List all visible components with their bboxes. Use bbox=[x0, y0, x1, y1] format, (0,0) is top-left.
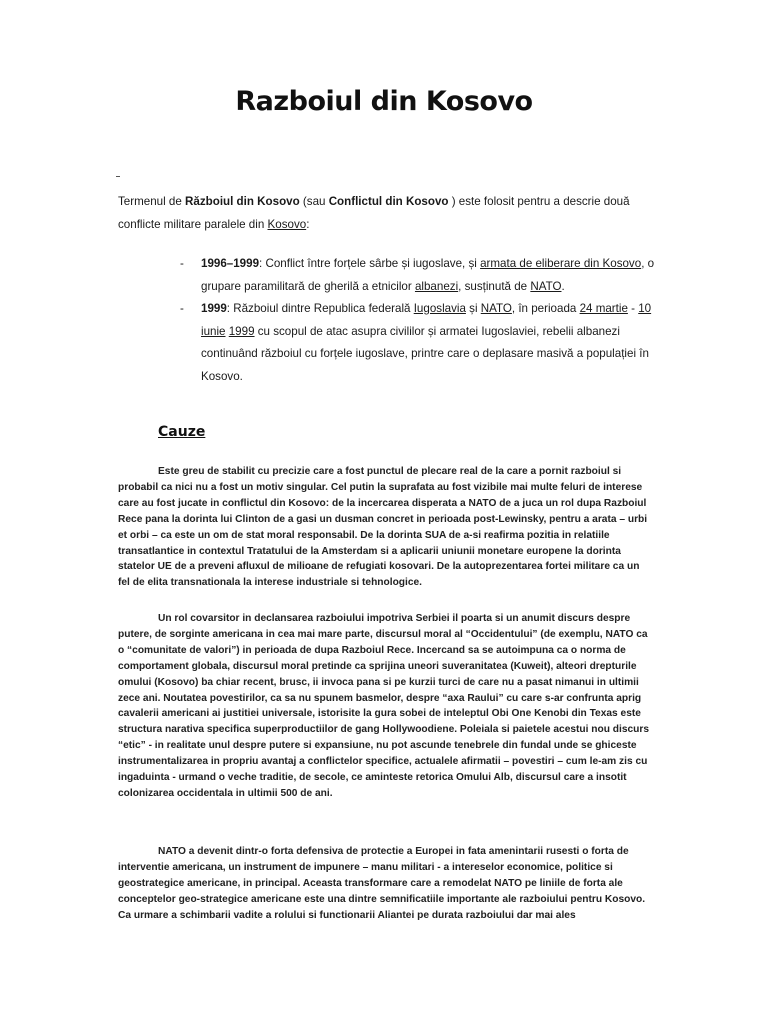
intro-text: ) este folosit pentru a descrie două conflicte militare paralele din bbox=[118, 195, 630, 231]
link-10-iunie[interactable]: 10 iunie bbox=[201, 302, 652, 338]
section-heading-cauze: Cauze bbox=[158, 424, 206, 440]
bullet-text: . bbox=[561, 279, 565, 293]
bullet-text: - bbox=[627, 302, 639, 315]
bullet-text: , susținută de bbox=[458, 279, 531, 293]
bullet-text: și bbox=[465, 302, 481, 315]
link-24-martie[interactable]: 24 martie bbox=[579, 302, 628, 315]
bullet-marker: - bbox=[180, 302, 184, 315]
conflict-list bbox=[180, 253, 660, 388]
link-kosovo[interactable]: Kosovo bbox=[267, 218, 307, 231]
list-item bbox=[180, 253, 660, 298]
bullet-text: , o grupare paramilitară de gherilă a etnicilor bbox=[201, 257, 655, 293]
bullet-bold: 1999 bbox=[201, 302, 227, 315]
intro-bold-term: Războiul din Kosovo bbox=[185, 195, 300, 208]
bullet-text: , în perioada bbox=[511, 302, 580, 315]
link-albanezi[interactable]: albanezi bbox=[414, 279, 459, 293]
link-1999[interactable]: 1999 bbox=[228, 324, 255, 338]
body-paragraph: NATO a devenit dintr-o forta defensiva de protectie a Europei in fata amenintarii rusesti o forta de interventie americana, un instrument de impunere – manu militari - a intereselor economice, politice si geostrategice americane, in principal. Aceasta transformare care a remodelat NATO pe liniile de forta ale conceptelor geo-strategice americane este una dintre semnificatiile importante ale razboiului pentru Kosovo. Ca urmare a schimbarii vadite a rolului si functionarii Aliantei pe durata razboiului dar mai ales bbox=[118, 846, 646, 921]
body-paragraph: Este greu de stabilit cu precizie care a fost punctul de plecare real de la care a pornit razboiul si probabil ca nici nu a fost un motiv singular. Cel putin la suprafata au fost vizibile mai multe feluri de interese care au fost jucate in conflictul din Kosovo: de la incercarea disperata a NATO de a juca un rol dupa Razboiul Rece pana la dorinta lui Clinton de a gasi un dusman concret in perioada post-Lewinsky, pentru a arata – urbi et orbi – ca este un om de stat moral responsabil. De la dorinta SUA de a-si reafirma pozitia in relatiile transatlantice in contextul Tratatului de la Amsterdam si a aplicarii uniunii monetare europene la dorinta statelor UE de a preveni afluxul de milioane de refugiati kosovari. De la autoprezentarea fortei militare ca un fel de elita transnationala la interese industriale si tehnologice. bbox=[118, 466, 648, 589]
link-nato[interactable]: NATO bbox=[480, 302, 512, 315]
link-nato[interactable]: NATO bbox=[530, 279, 562, 293]
bullet-text: : Războiul dintre Republica federală bbox=[226, 302, 414, 315]
intro-paragraph bbox=[118, 190, 658, 236]
document-title: Razboiul din Kosovo bbox=[235, 86, 533, 117]
bullet-text: cu scopul de atac asupra civililor și armatei Iugoslaviei, rebelii albanezi continuând războiul cu forțele iugoslave, printre care o deplasare masivă a populației în Kosovo. bbox=[201, 324, 649, 383]
intro-text: (sau bbox=[299, 195, 329, 208]
intro-text: : bbox=[306, 218, 310, 231]
link-armata-eliberare[interactable]: armata de eliberare din Kosovo bbox=[480, 257, 642, 270]
bullet-bold: 1996–1999 bbox=[201, 257, 260, 270]
body-paragraph: Un rol covarsitor in declansarea razboiului impotriva Serbiei il poarta si un anumit discurs despre putere, de sorginte americana in cea mai mare parte, discursul moral al “Occidentului” (de exemplu, NATO ca o “comunitate de valori”) in perioada de dupa Razboiul Rece. Incercand sa se autoimpuna ca o norma de comportament globala, discursul moral pretinde ca sprijina uneori suveranitatea (Kuweit), alteori drepturile omului (Kosovo) ba chiar recent, brusc, ii invoca pana si pe kurzii turci de care nu a pasat nimanui in ultimii zece ani. Noutatea povestirilor, ca sa nu spunem basmelor, despre “axa Raului” cu care s-ar confrunta aprig cavalerii americani ai justitiei universale, istorisite la gura sobei de inteleptul Obi One Kenobi din Texas este structura narativa specifica superproductiilor de gang Hollywoodiene. Poleiala si paietele acestui nou discurs “etic” - in realitate unul despre putere si expansiune, nu pot ascunde tenebrele din fundal unde se ghiceste instrumentalizarea in propriu avantaj a conflictelor specifice, actualele afirmatii – povestiri – cum le-am zis cu ingaduinta - urmand o veche traditie, de secole, ce aminteste retorica Omului Alb, discursul care a insotit colonizarea occidentala in ultimii 500 de ani. bbox=[118, 613, 650, 799]
bullet-marker: - bbox=[180, 257, 184, 270]
stray-mark bbox=[116, 176, 120, 177]
link-iugoslavia[interactable]: Iugoslavia bbox=[413, 302, 466, 315]
list-item bbox=[180, 298, 660, 388]
intro-bold-term-alt: Conflictul din Kosovo bbox=[328, 195, 449, 208]
bullet-text: : Conflict între forțele sârbe și iugoslave, și bbox=[259, 257, 481, 270]
intro-text: Termenul de bbox=[118, 195, 186, 208]
